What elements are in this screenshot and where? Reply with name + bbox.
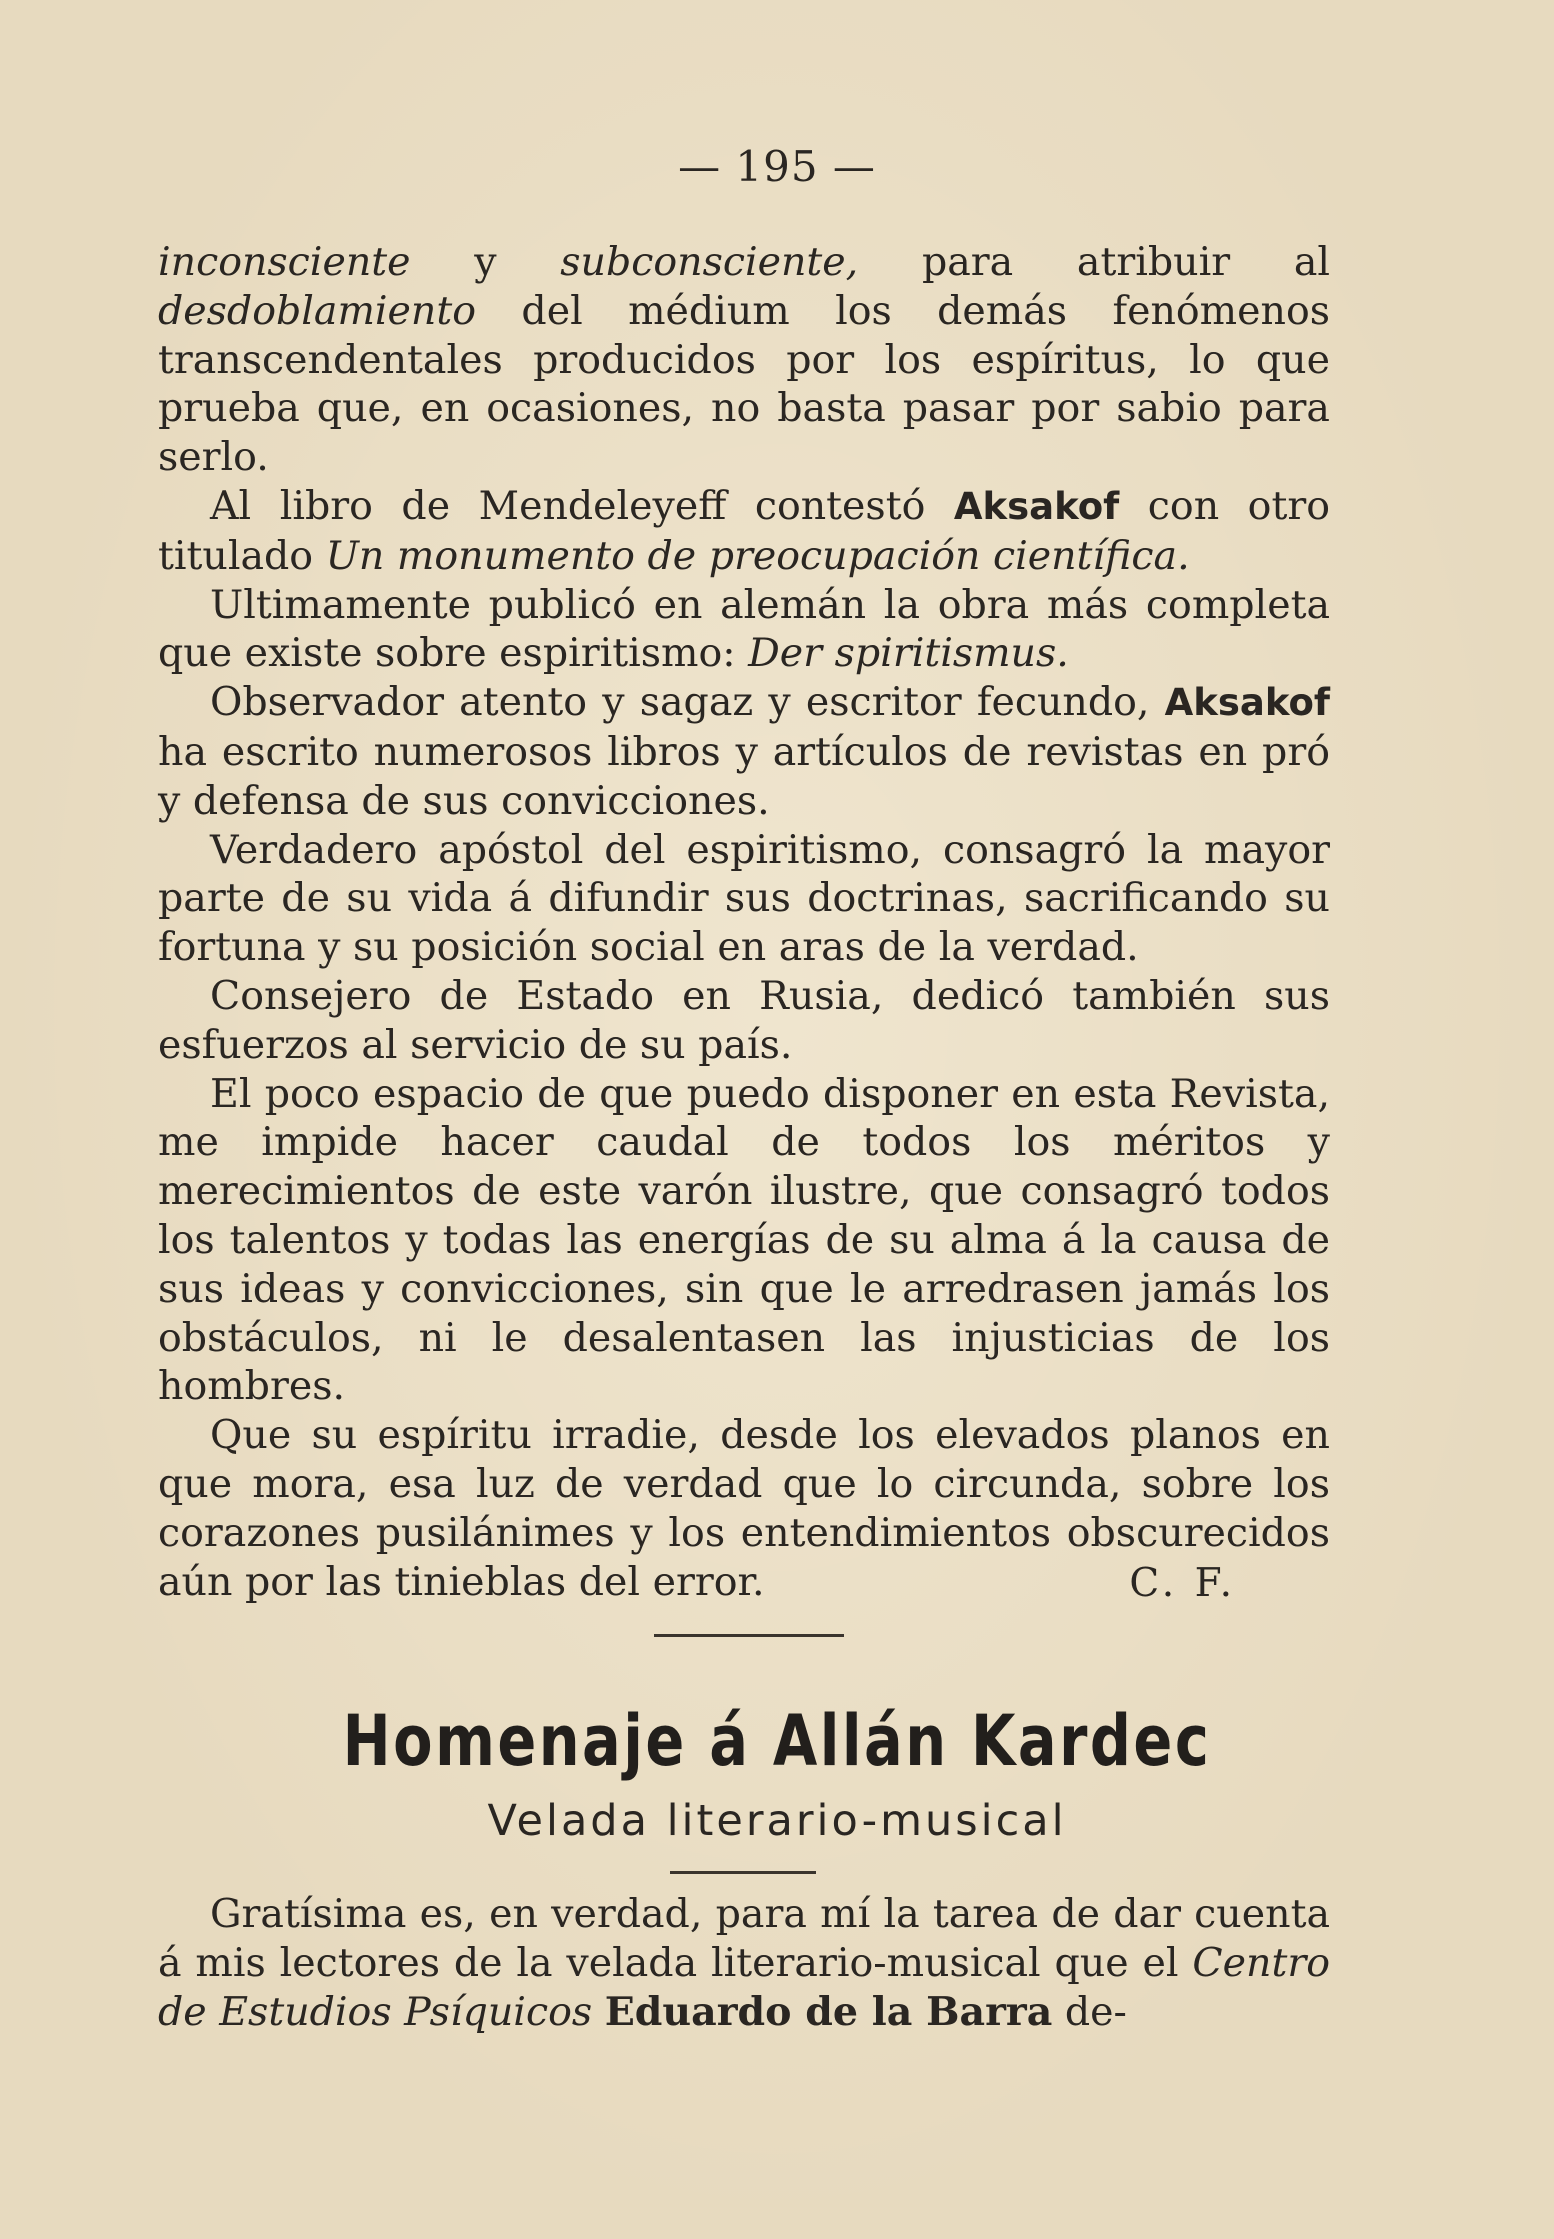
text-run: Observador atento y sagaz y escritor fecundo,: [210, 679, 1165, 726]
paragraph-3: [158, 581, 1330, 679]
article-body-top: [158, 238, 1330, 1606]
article-body-bottom: [158, 1890, 1330, 2036]
paragraph-7: El poco espacio de que puedo disponer en esta Revista, me impide hacer caudal de todos los méritos y merecimientos de este varón ilustre, que consagró todos los talentos y todas las energías de su alma á la causa de sus ideas y convicciones, sin que le arredrasen jamás los obstáculos, ni le desalentasen las injusticias de los hombres.: [158, 1070, 1330, 1410]
text-run: Al libro de Mendeleyeff contestó: [210, 482, 954, 529]
paragraph-4: [158, 678, 1330, 825]
text-run: de-: [1052, 1988, 1127, 2035]
text-run: Ultimamente publicó en alemán la obra más completa que existe sobre espiritismo:: [158, 581, 1330, 677]
text-run: del médium los demás fenómenos transcendentales producidos por los espíritus, lo que prueba que, en ocasiones, no basta pasar por sabio para serlo.: [158, 287, 1330, 481]
person-name: Eduardo de la Barra: [604, 1988, 1053, 2035]
section-divider: [654, 1634, 844, 1637]
text-run: y: [410, 239, 561, 285]
book-title: Un monumento de preocupación científica.: [325, 532, 1190, 579]
text-run: [592, 1989, 605, 2035]
article-title: Homenaje á Allán Kardec: [342, 1700, 1212, 1782]
paragraph-8: Que su espíritu irradie, desde los elevados planos en que mora, esa luz de verdad que lo circunda, sobre los corazones pusilánimes y los entendimientos obscurecidos aún por las tinieblas del error.: [158, 1412, 1330, 1605]
italic-term: subconsciente,: [560, 239, 859, 285]
signature: C. F.: [1129, 1561, 1236, 1606]
text-run: Gratísima es, en verdad, para mí la tarea de dar cuenta á mis lectores de la velada literario-musical que el: [158, 1891, 1330, 1986]
author-name: Aksakof: [1164, 681, 1330, 725]
page-number: — 195 —: [678, 142, 876, 191]
paragraph-1: [158, 238, 1330, 482]
institution-name: Centro de Estudios Psíquicos: [158, 1939, 1330, 2035]
subtitle-divider: [670, 1871, 816, 1874]
paragraph-6: Consejero de Estado en Rusia, dedicó también sus esfuerzos al servicio de su país.: [158, 972, 1330, 1068]
text-run: ha escrito numerosos libros y artículos de revistas en pró y defensa de sus convicciones.: [158, 728, 1330, 824]
article-subtitle: Velada literario-musical: [487, 1796, 1067, 1846]
italic-term: inconsciente: [158, 239, 411, 285]
text-run: para atribuir al: [858, 239, 1330, 285]
book-title: Der spiritismus.: [748, 630, 1069, 677]
paragraph-5: Verdadero apóstol del espiritismo, consagró la mayor parte de su vida á difundir sus doctrinas, sacrificando su fortuna y su posición social en aras de la verdad.: [158, 826, 1330, 971]
paragraph-2: [158, 482, 1330, 581]
italic-term: desdoblamiento: [158, 287, 477, 334]
text-run: con otro titulado: [158, 482, 1330, 579]
paragraph-9: [158, 1890, 1330, 2036]
author-name: Aksakof: [953, 484, 1120, 528]
